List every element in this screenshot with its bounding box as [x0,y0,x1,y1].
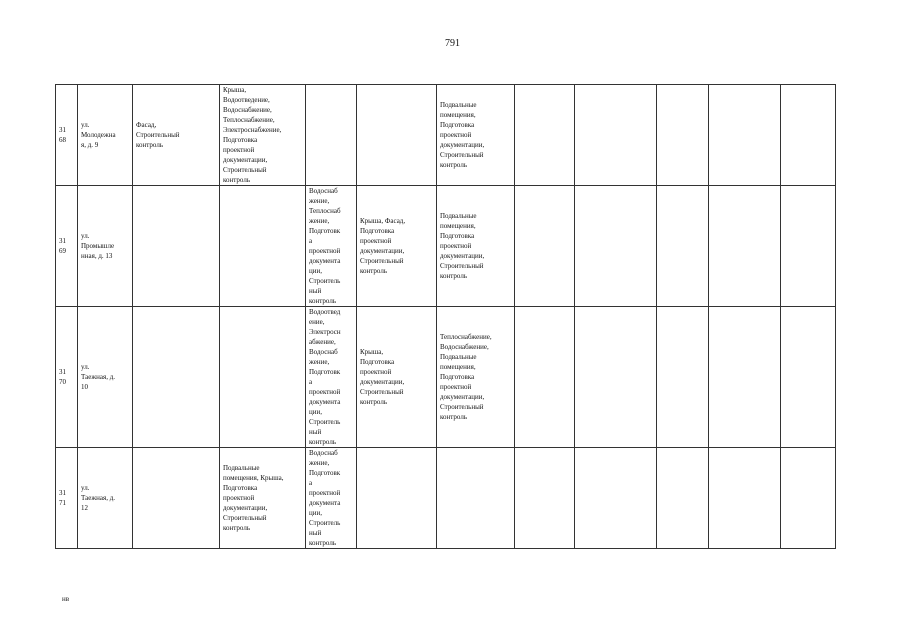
works-cell [357,186,437,307]
empty-cell [575,448,657,549]
works-cell [437,448,515,549]
works-text: Фасад, Строительный контроль [136,121,180,149]
empty-cell [781,307,836,448]
address: ул. Промышле нная, д. 13 [81,232,115,260]
empty-cell [709,186,781,307]
row-number: 31 71 [59,489,66,507]
works-cell [306,186,357,307]
works-cell [306,448,357,549]
empty-cell [781,448,836,549]
works-cell [437,186,515,307]
works-cell [133,448,220,549]
works-cell [133,307,220,448]
works-cell [220,85,306,186]
address-cell [78,307,133,448]
works-cell [133,85,220,186]
empty-cell [781,186,836,307]
works-cell [357,85,437,186]
works-cell [437,85,515,186]
works-text: Подвальные помещения, Подготовка проектной документации, Строительный контроль [440,101,485,169]
address: ул. Таежная, д. 12 [81,484,116,512]
row-number-cell [56,448,78,549]
footer-mark: нв [62,595,70,603]
works-text: Подвальные помещения, Крыша, Подготовка проектной документации, Строительный контроль [223,464,284,532]
works-text: Теплоснабжение, Водоснабжение, Подвальные помещения, Подготовка проектной документации, Строительный контроль [440,333,492,421]
works-cell [306,85,357,186]
works-cell [220,448,306,549]
table-row [56,186,836,307]
works-cell [133,186,220,307]
address: ул. Молодежна я, д. 9 [81,121,116,149]
address-cell [78,85,133,186]
works-text: Крыша, Водоотведение, Водоснабжение, Теплоснабжение, Электроснабжение, Подготовка проектной документации, Строительный контроль [223,86,282,184]
table-row [56,85,836,186]
empty-cell [709,307,781,448]
row-number-cell [56,85,78,186]
row-number: 31 68 [59,126,66,144]
empty-cell [575,85,657,186]
row-number-cell [56,186,78,307]
repair-schedule-table [55,84,836,549]
empty-cell [657,85,709,186]
works-cell [357,307,437,448]
empty-cell [709,448,781,549]
empty-cell [515,85,575,186]
works-cell [437,307,515,448]
empty-cell [515,186,575,307]
empty-cell [515,448,575,549]
empty-cell [657,186,709,307]
address: ул. Таежная, д. 10 [81,363,116,391]
page-number: 791 [445,38,460,49]
empty-cell [709,85,781,186]
works-text: Водоотвед ение, Электросн абжение, Водоснаб жение, Подготовк а проектной документа ции, Строитель ный контроль [309,308,341,446]
row-number: 31 69 [59,237,66,255]
empty-cell [575,186,657,307]
empty-cell [515,307,575,448]
empty-cell [657,307,709,448]
works-cell [220,307,306,448]
works-cell [357,448,437,549]
address-cell [78,186,133,307]
address-cell [78,448,133,549]
works-cell [306,307,357,448]
row-number-cell [56,307,78,448]
table-row [56,448,836,549]
empty-cell [781,85,836,186]
empty-cell [657,448,709,549]
works-text: Водоснаб жение, Теплоснаб жение, Подготовк а проектной документа ции, Строитель ный контроль [309,187,341,305]
table-row [56,307,836,448]
works-text: Подвальные помещения, Подготовка проектной документации, Строительный контроль [440,212,485,280]
works-text: Крыша, Фасад, Подготовка проектной документации, Строительный контроль [360,217,406,275]
empty-cell [575,307,657,448]
works-text: Крыша, Подготовка проектной документации, Строительный контроль [360,348,405,406]
row-number: 31 70 [59,368,66,386]
works-cell [220,186,306,307]
works-text: Водоснаб жение, Подготовк а проектной документа ции, Строитель ный контроль [309,449,341,547]
